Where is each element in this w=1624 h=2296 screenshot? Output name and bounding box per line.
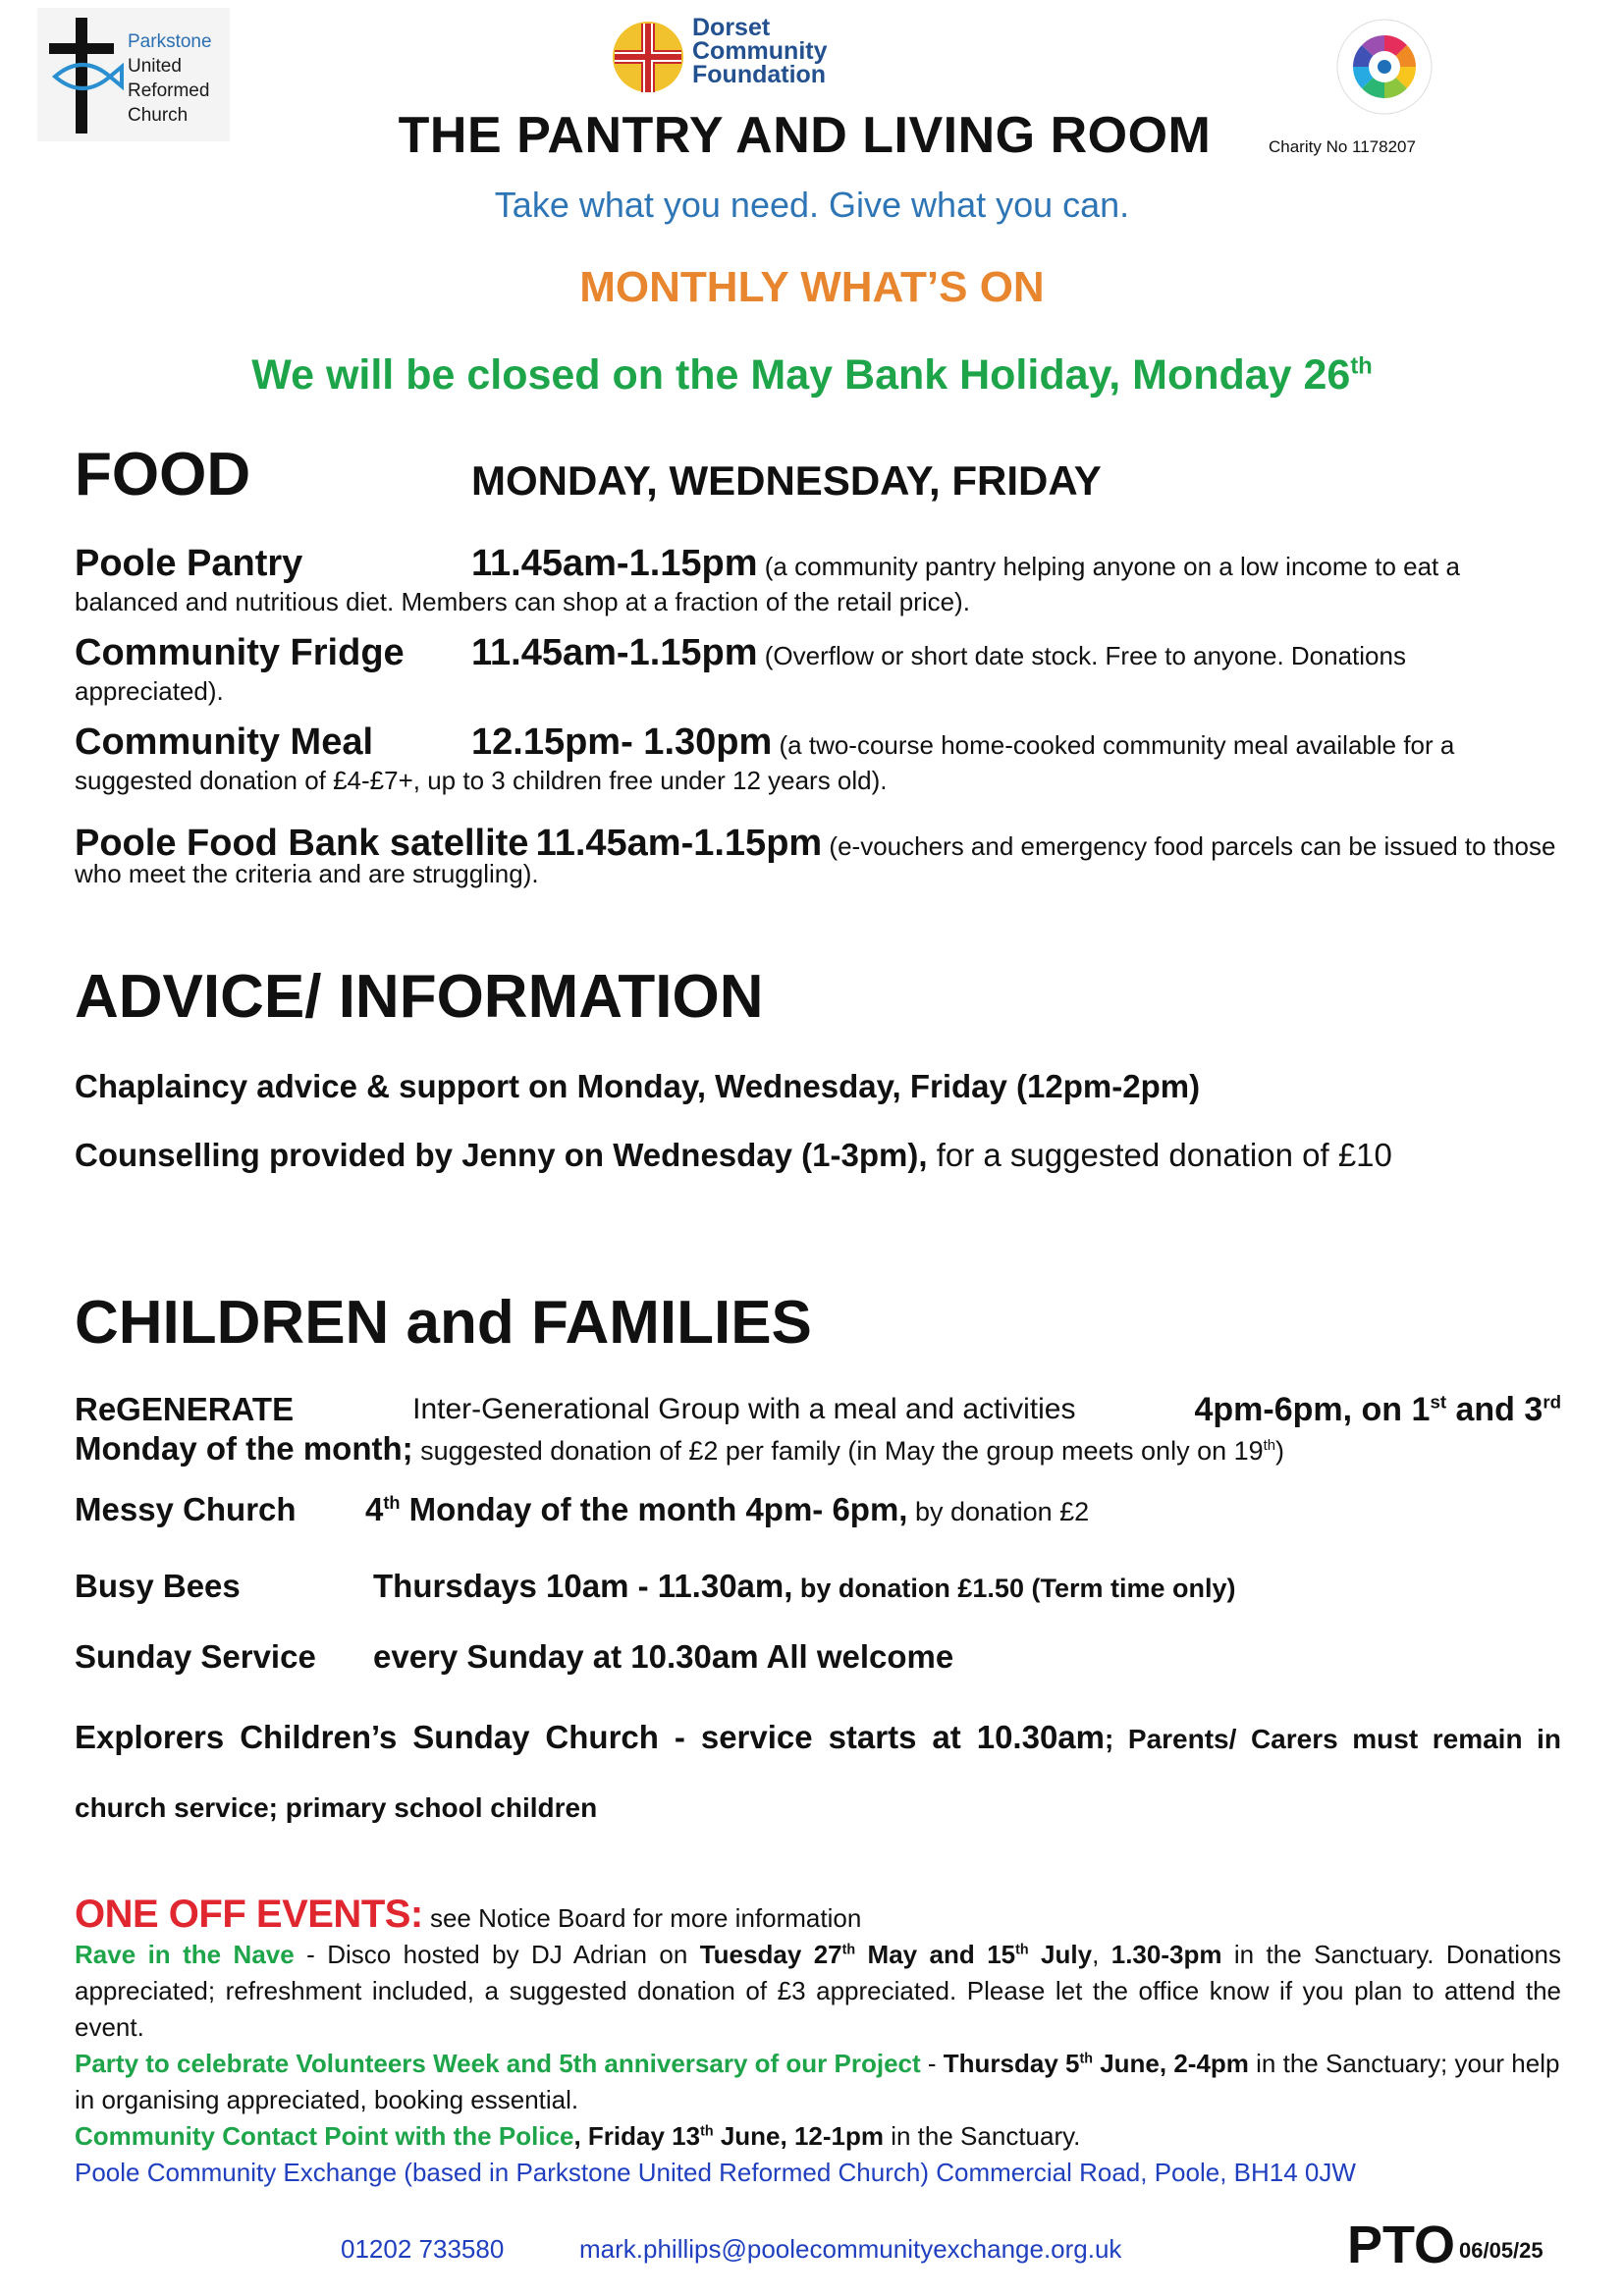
food-days: MONDAY, WEDNESDAY, FRIDAY — [471, 457, 1102, 504]
whats-on-heading: MONTHLY WHAT’S ON — [579, 263, 1045, 311]
dorset-flag-icon — [609, 16, 687, 94]
event-rave: Rave in the Nave - Disco hosted by DJ Adrian on Tuesday 27th May and 15th July, 1.30-3pm in the Sanctuary. Donations appreciated; refreshment included, a suggested donation of £3 appreciated. Please let the office know if you plan to attend the event. — [75, 1940, 1561, 2042]
messy-church-entry: Messy Church 4th Monday of the month 4pm- 6pm, by donation £2 — [75, 1491, 1090, 1527]
advice-heading: ADVICE/ INFORMATION — [75, 963, 764, 1031]
food-item-community-meal: Community Meal 12.15pm- 1.30pm (a two-course home-cooked community meal available for a suggested donation of £4-£7+, up to 3 children free under 12 years old). — [75, 721, 1455, 795]
sunday-service-entry: Sunday Service every Sunday at 10.30am All welcome — [75, 1638, 954, 1675]
advice-counselling: Counselling provided by Jenny on Wednesday (1-3pm), for a suggested donation of £10 — [75, 1137, 1392, 1173]
tagline: Take what you need. Give what you can. — [494, 185, 1130, 225]
food-item-poole-pantry: Poole Pantry 11.45am-1.15pm (a community pantry helping anyone on a low income to eat a balanced and nutritious diet. Members can shop at a fraction of the retail price). — [75, 543, 1460, 616]
regenerate-entry: ReGENERATE Inter-Generational Group with a meal and activities 4pm-6pm, on 1st and 3rd Monday of the month; suggested donation of £2 per family (in May the group meets only on 19th) — [75, 1391, 1561, 1467]
urc-logo-text: Parkstone United Reformed Church — [128, 31, 212, 126]
event-party: Party to celebrate Volunteers Week and 5th anniversary of our Project - Thursday 5th June, 2-4pm in the Sanctuary; your help in organising appreciated, booking essential. — [75, 2049, 1560, 2114]
one-off-events — [75, 1893, 1561, 2191]
advice-chaplaincy: Chaplaincy advice & support on Monday, Wednesday, Friday (12pm-2pm) — [75, 1068, 1201, 1104]
document-date: 06/05/25 — [1459, 2238, 1543, 2263]
one-off-title: ONE OFF EVENTS: see Notice Board for more information — [75, 1893, 862, 1936]
food-item-food-bank: Poole Food Bank satellite 11.45am-1.15pm (e-vouchers and emergency food parcels can be issued to those who meet the criteria and are struggling). — [75, 823, 1556, 888]
food-heading: FOOD — [75, 441, 251, 508]
busy-bees-entry: Busy Bees Thursdays 10am - 11.30am, by donation £1.50 (Term time only) — [75, 1568, 1236, 1604]
children-heading: CHILDREN and FAMILIES — [75, 1289, 812, 1357]
dcf-logo — [609, 16, 844, 98]
closed-notice: We will be closed on the May Bank Holiday, Monday 26th — [251, 351, 1373, 399]
email-link[interactable]: mark.phillips@poolecommunityexchange.org.uk — [579, 2234, 1122, 2264]
page-title: THE PANTRY AND LIVING ROOM — [398, 107, 1212, 164]
dcf-logo-text: Dorset Community Foundation — [692, 14, 828, 88]
charity-number: Charity No 1178207 — [1269, 137, 1416, 156]
food-item-community-fridge: Community Fridge 11.45am-1.15pm (Overflow or short date stock. Free to anyone. Donations appreciated). — [75, 632, 1406, 706]
address: Poole Community Exchange (based in Parkstone United Reformed Church) Commercial Road, Poole, BH14 0JW — [75, 2158, 1356, 2187]
phone-number[interactable]: 01202 733580 — [341, 2234, 505, 2264]
pto-label: PTO — [1347, 2216, 1456, 2274]
event-police: Community Contact Point with the Police, Friday 13th June, 12-1pm in the Sanctuary. — [75, 2121, 1081, 2151]
explorers-entry: Explorers Children’s Sunday Church - service starts at 10.30am; Parents/ Carers must remain in church service; primary school children — [75, 1719, 1561, 1823]
